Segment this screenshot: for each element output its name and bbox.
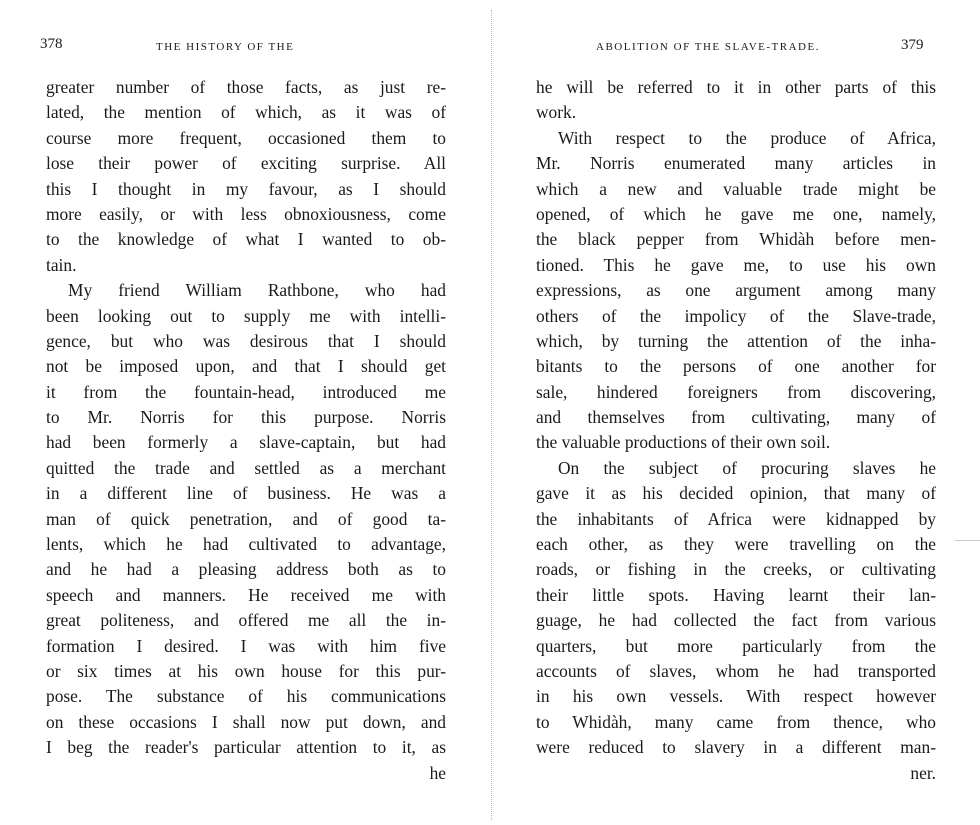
text-line: ner. — [910, 762, 936, 783]
text-line: On the subject of procuring slaves he — [558, 457, 936, 478]
text-line: were reduced to slavery in a different man- — [536, 737, 936, 758]
page-number: 378 — [40, 36, 63, 52]
text-line: and he had a pleasing address both as to — [46, 559, 446, 580]
text-line: on these occasions I shall now put down, and — [46, 711, 446, 732]
text-line: to Mr. Norris for this purpose. Norris — [46, 407, 446, 428]
body-text — [46, 75, 446, 786]
text-line: speech and manners. He received me with — [46, 584, 446, 605]
text-line: he will be referred to it in other parts of this — [536, 77, 936, 97]
text-line: been looking out to supply me with intelli- — [46, 305, 446, 326]
text-line: man of quick penetration, and of good ta- — [46, 508, 446, 529]
text-line: in a different line of business. He was a — [46, 483, 446, 504]
text-line: quarters, but more particularly from the — [536, 635, 936, 656]
text-line: which a new and valuable trade might be — [536, 178, 936, 199]
text-line: roads, or fishing in the creeks, or cultivating — [536, 559, 936, 580]
page-number: 379 — [901, 37, 924, 53]
body-text — [536, 75, 936, 786]
text-line: guage, he had collected the fact from various — [536, 610, 936, 631]
scan-mark — [955, 540, 980, 541]
text-line: the inhabitants of Africa were kidnapped by — [536, 508, 936, 529]
text-line: lated, the mention of which, as it was of — [46, 102, 446, 123]
text-line: bitants to the persons of one another for — [536, 356, 936, 377]
text-line: more easily, or with less obnoxiousness, come — [46, 203, 446, 224]
text-line: gave it as his decided opinion, that many of — [536, 483, 936, 504]
text-line: this I thought in my favour, as I should — [46, 178, 446, 199]
text-line: sale, hindered foreigners from discovering, — [536, 381, 936, 402]
text-line: others of the impolicy of the Slave-trade, — [536, 305, 936, 326]
text-line: greater number of those facts, as just re- — [46, 77, 446, 97]
text-line: pose. The substance of his communications — [46, 686, 446, 707]
text-line: tain. — [46, 254, 77, 275]
text-line: Mr. Norris enumerated many articles in — [536, 153, 936, 174]
catchword: he — [429, 762, 446, 783]
text-line: lents, which he had cultivated to advantage, — [46, 534, 446, 555]
running-head: THE HISTORY OF THE — [156, 41, 295, 53]
text-line: opened, of which he gave me one, namely, — [536, 203, 936, 224]
text-line: the black pepper from Whidàh before men- — [536, 229, 936, 250]
text-line: great politeness, and offered me all the in- — [46, 610, 446, 631]
text-line: quitted the trade and settled as a merchant — [46, 457, 446, 478]
text-line: accounts of slaves, whom he had transported — [536, 660, 936, 681]
text-line: My friend William Rathbone, who had — [68, 280, 446, 301]
text-line: gence, but who was desirous that I should — [46, 330, 446, 351]
text-line: their little spots. Having learnt their lan- — [536, 584, 936, 605]
text-line: course more frequent, occasioned them to — [46, 127, 446, 148]
right-page — [490, 0, 980, 825]
text-line: work. — [536, 102, 577, 123]
text-line: lose their power of exciting surprise. All — [46, 153, 446, 174]
text-line: and themselves from cultivating, many of — [536, 407, 936, 428]
text-line: not be imposed upon, and that I should get — [46, 356, 446, 377]
running-head: ABOLITION OF THE SLAVE-TRADE. — [596, 41, 820, 53]
text-line: formation I desired. I was with him five — [46, 635, 446, 656]
text-line: expressions, as one argument among many — [536, 280, 936, 301]
text-line: to Whidàh, many came from thence, who — [536, 711, 936, 732]
text-line: I beg the reader's particular attention to it, as — [46, 737, 446, 758]
text-line: which, by turning the attention of the inha- — [536, 330, 936, 351]
text-line: With respect to the produce of Africa, — [558, 127, 936, 148]
text-line: to the knowledge of what I wanted to ob- — [46, 229, 446, 250]
text-line: in his own vessels. With respect however — [536, 686, 936, 707]
text-line: tioned. This he gave me, to use his own — [536, 254, 936, 275]
text-line: the valuable productions of their own soil. — [536, 432, 831, 453]
text-line: each other, as they were travelling on the — [536, 534, 936, 555]
text-line: had been formerly a slave-captain, but had — [46, 432, 446, 453]
text-line: or six times at his own house for this pur- — [46, 660, 446, 681]
text-line: it from the fountain-head, introduced me — [46, 381, 446, 402]
